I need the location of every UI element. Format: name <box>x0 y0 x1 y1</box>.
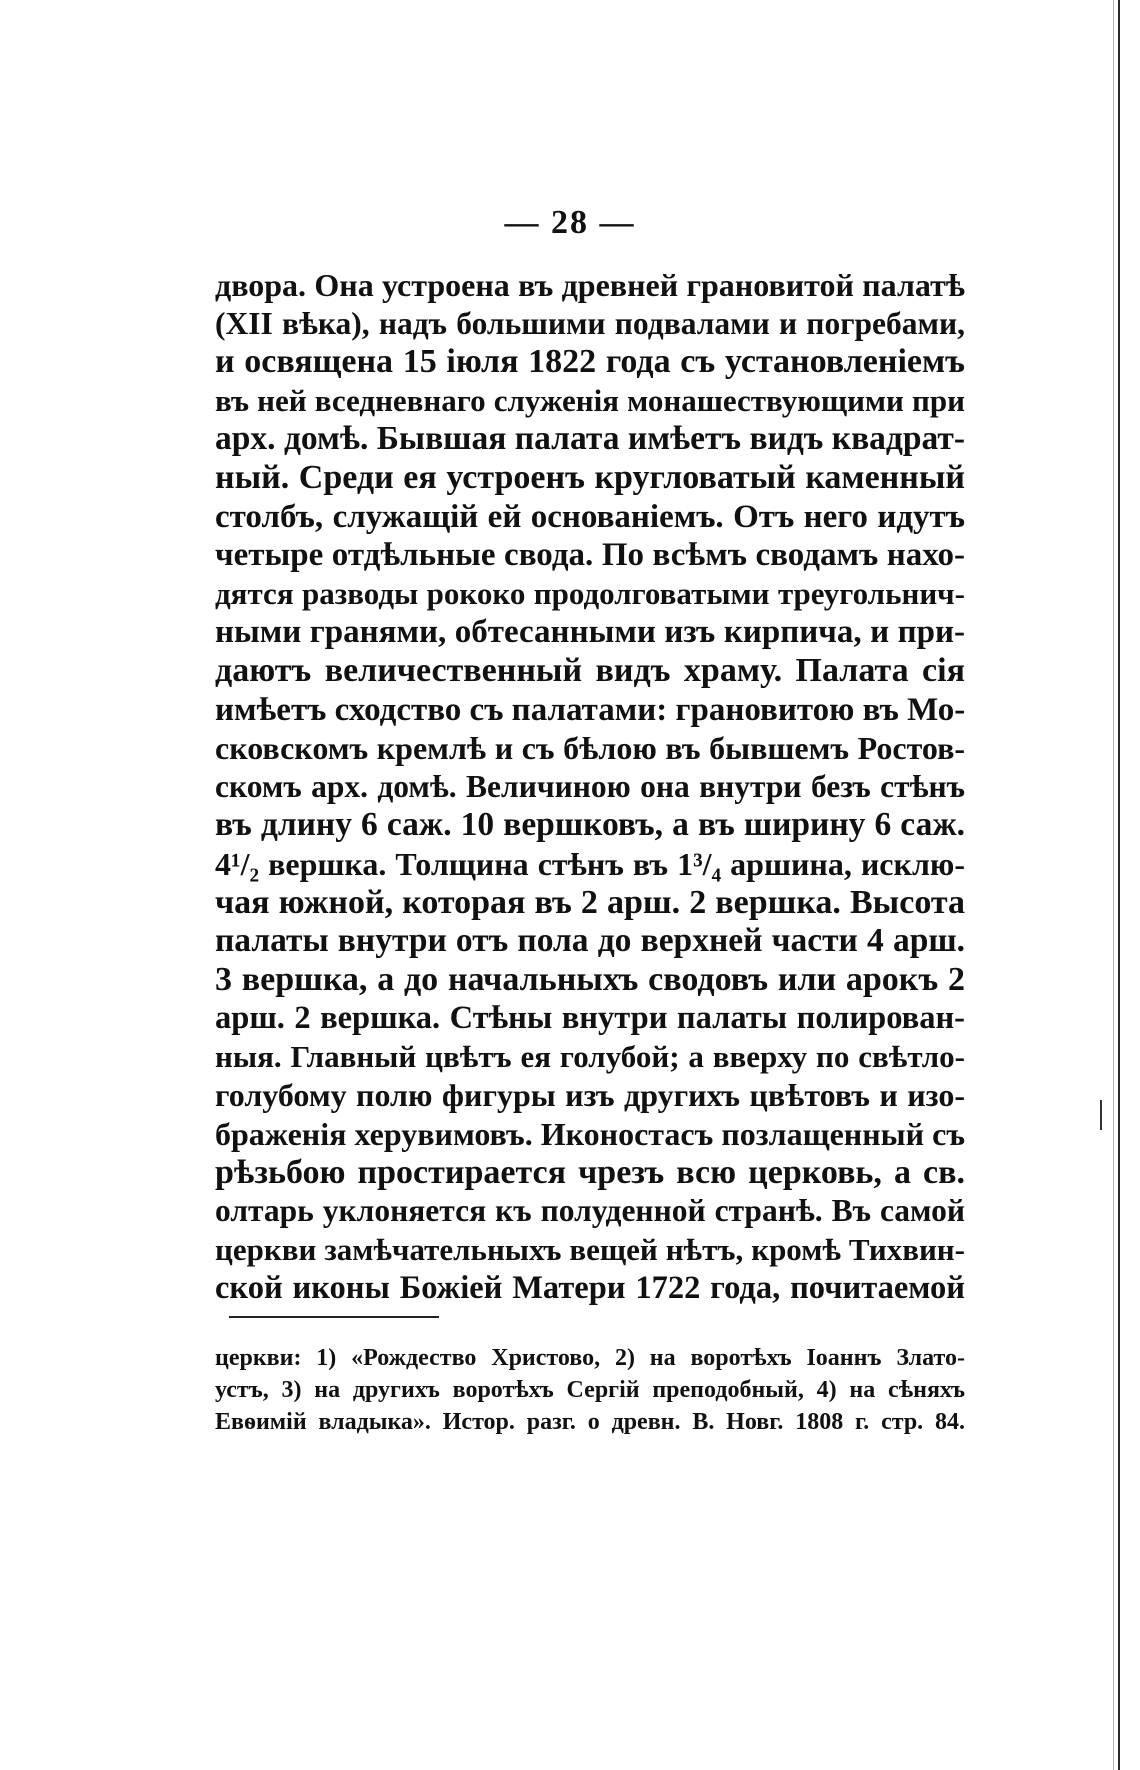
footnote-line: Евѳимій владыка». Истор. разг. о древн. В. Новг. 1808 г. стр. 84. <box>215 1409 965 1435</box>
text-line: ныя. Главный цвѣтъ ея голубой; а вверху по свѣтло- <box>215 1038 965 1074</box>
text-line: ный. Среди ея устроенъ кругловатый каменный <box>215 458 965 496</box>
text-line: ными гранями, обтесанными изъ кирпича, и при- <box>215 614 965 651</box>
footnote-line: церкви: 1) «Рождество Христово, 2) на воротѣхъ Іоаннъ Злато- <box>215 1345 965 1371</box>
main-text-block <box>215 266 965 1308</box>
text-line: чая южной, которая въ 2 арш. 2 вершка. Высота <box>215 883 965 921</box>
text-line: дятся разводы рококо продолговатыми треугольнич- <box>215 575 965 611</box>
text-line: въ длину 6 саж. 10 вершковъ, а въ ширину 6 саж. <box>215 806 965 844</box>
text-line: и освящена 15 іюля 1822 года съ установленіемъ <box>215 343 965 381</box>
page-edge-shadow <box>1113 0 1114 1770</box>
page-number: — 28 — <box>504 204 636 241</box>
text-line: арх. домѣ. Бывшая палата имѣетъ видъ квадрат- <box>215 420 965 458</box>
text-line: даютъ величественный видъ храму. Палата сія <box>215 651 965 689</box>
text-line: скомъ арх. домѣ. Величиною она внутри безъ стѣнъ <box>215 768 965 804</box>
footnote-rule <box>229 1316 439 1318</box>
footnote-block <box>215 1342 965 1438</box>
text-line: столбъ, служащій ей основаніемъ. Отъ него идутъ <box>215 498 965 535</box>
margin-mark <box>1100 1100 1102 1130</box>
text-line: въ ней вседневнаго служенія монашествующими при <box>215 382 965 418</box>
text-line: олтарь уклоняется къ полуденной странѣ. Въ самой <box>215 1193 965 1229</box>
text-line: имѣетъ сходство съ палатами: грановитою въ Мо- <box>215 691 966 728</box>
text-line: 4¹/₂ вершка. Толщина стѣнъ въ 1³/₄ аршина, исклю- <box>215 845 965 882</box>
text-line: церкви замѣчательныхъ вещей нѣтъ, кромѣ Тихвин- <box>215 1231 965 1267</box>
text-line: рѣзьбою простирается чрезъ всю церковь, а св. <box>215 1153 965 1191</box>
footnote-line: устъ, 3) на другихъ воротѣхъ Сергій преподобный, 4) на сѣняхъ <box>215 1377 965 1403</box>
text-line: сковскомъ кремлѣ и съ бѣлою въ бывшемъ Ростов- <box>215 730 965 767</box>
text-line: арш. 2 вершка. Стѣны внутри палаты полирован- <box>215 1000 965 1037</box>
text-line: голубому полю фигуры изъ другихъ цвѣтовъ и изо- <box>215 1077 965 1114</box>
text-line: браженія херувимовъ. Иконостасъ позлащенный съ <box>215 1116 965 1153</box>
text-line: 3 вершка, а до начальныхъ сводовъ или арокъ 2 <box>215 960 965 998</box>
text-line: палаты внутри отъ пола до верхней части 4 арш. <box>215 922 965 960</box>
page-edge <box>1118 0 1120 1770</box>
text-line: двора. Она устроена въ древней грановитой палатѣ <box>215 267 965 303</box>
text-line: четыре отдѣльные свода. По всѣмъ сводамъ нахо- <box>215 537 965 574</box>
text-line: (XII вѣка), надъ большими подвалами и погребами, <box>215 305 965 341</box>
text-line: ской иконы Божіей Матери 1722 года, почитаемой <box>215 1270 965 1307</box>
